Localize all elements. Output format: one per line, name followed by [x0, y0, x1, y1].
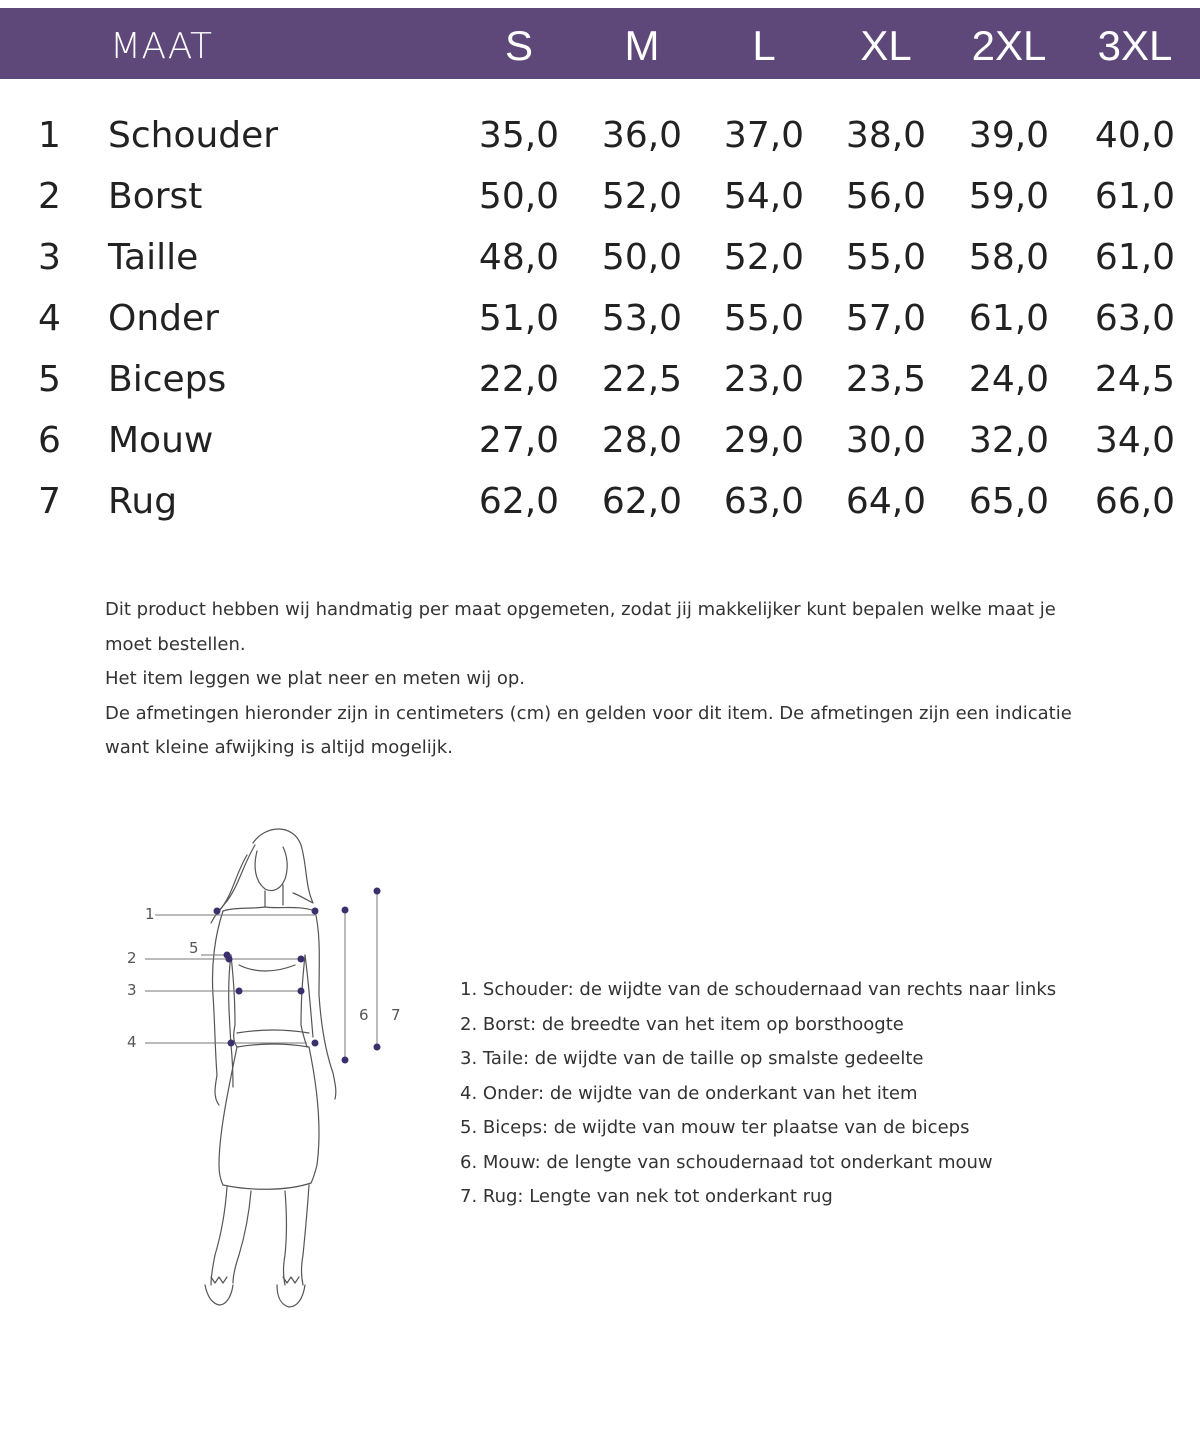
cell-value: 51,0	[478, 298, 560, 339]
size-col-2xl: 2XL	[971, 22, 1047, 69]
cell-value: 48,0	[478, 237, 560, 278]
figure-label-2: 2	[127, 949, 137, 967]
cell-value: 62,0	[601, 481, 683, 522]
legend-item: 3. Taile: de wijdte van de taille op smalste gedeelte	[460, 1048, 924, 1069]
cell-value: 32,0	[968, 420, 1050, 461]
figure-label-3: 3	[127, 981, 137, 999]
figure-label-6: 6	[359, 1006, 369, 1024]
measurement-description	[105, 593, 1105, 766]
cell-value: 64,0	[845, 481, 927, 522]
description-paragraph: Het item leggen we plat neer en meten wij op.	[105, 668, 526, 689]
table-row	[0, 176, 1200, 237]
cell-value: 24,5	[1094, 359, 1176, 400]
cell-value: 23,5	[845, 359, 927, 400]
table-row	[0, 359, 1200, 420]
row-name: Borst	[108, 176, 203, 217]
cell-value: 62,0	[478, 481, 560, 522]
description-paragraph: De afmetingen hieronder zijn in centimeters (cm) en gelden voor dit item. De afmetingen zijn een indicatie want kleine afwijking is altijd mogelijk.	[105, 702, 1072, 758]
table-row	[0, 298, 1200, 359]
row-number: 5	[38, 359, 61, 400]
table-row	[0, 115, 1200, 176]
cell-value: 56,0	[845, 176, 927, 217]
legend-item: 2. Borst: de breedte van het item op borsthoogte	[460, 1013, 904, 1035]
cell-value: 53,0	[601, 298, 683, 339]
cell-value: 59,0	[968, 176, 1050, 217]
size-col-m: M	[624, 22, 660, 69]
cell-value: 35,0	[478, 115, 560, 156]
cell-value: 52,0	[601, 176, 683, 217]
figure-label-4: 4	[127, 1033, 137, 1051]
cell-value: 50,0	[601, 237, 683, 278]
cell-value: 61,0	[1094, 237, 1176, 278]
cell-value: 63,0	[1094, 298, 1176, 339]
cell-value: 37,0	[723, 115, 805, 156]
cell-value: 34,0	[1094, 420, 1176, 461]
cell-value: 52,0	[723, 237, 805, 278]
cell-value: 57,0	[845, 298, 927, 339]
row-number: 7	[38, 481, 61, 522]
row-name: Biceps	[108, 359, 227, 400]
cell-value: 63,0	[723, 481, 805, 522]
size-col-xl: XL	[860, 22, 912, 69]
legend-item: 1. Schouder: de wijdte van de schoudernaad van rechts naar links	[460, 979, 1057, 1000]
cell-value: 22,5	[601, 359, 683, 400]
cell-value: 30,0	[845, 420, 927, 461]
cell-value: 29,0	[723, 420, 805, 461]
row-name: Schouder	[108, 115, 279, 156]
measurement-legend	[460, 973, 1160, 1215]
row-number: 4	[38, 298, 61, 339]
row-name: Taille	[108, 237, 199, 278]
cell-value: 40,0	[1094, 115, 1176, 156]
size-col-3xl: 3XL	[1097, 22, 1173, 69]
cell-value: 24,0	[968, 359, 1050, 400]
cell-value: 65,0	[968, 481, 1050, 522]
row-number: 3	[38, 237, 61, 278]
figure-label-1: 1	[145, 905, 155, 923]
size-col-l: L	[752, 22, 776, 69]
cell-value: 38,0	[845, 115, 927, 156]
figure-label-5: 5	[189, 939, 199, 957]
row-name: Rug	[108, 481, 178, 522]
cell-value: 58,0	[968, 237, 1050, 278]
row-number: 6	[38, 420, 61, 461]
row-name: Onder	[108, 298, 219, 339]
measurement-figure-illustration	[115, 815, 415, 1325]
table-row	[0, 237, 1200, 298]
maat-label: MAAT	[110, 26, 213, 67]
cell-value: 27,0	[478, 420, 560, 461]
legend-item: 6. Mouw: de lengte van schoudernaad tot onderkant mouw	[460, 1151, 993, 1173]
legend-item: 4. Onder: de wijdte van de onderkant van het item	[460, 1082, 918, 1104]
cell-value: 36,0	[601, 115, 683, 156]
size-col-s: S	[504, 22, 533, 69]
figure-label-7: 7	[391, 1006, 401, 1024]
cell-value: 54,0	[723, 176, 805, 217]
cell-value: 50,0	[478, 176, 560, 217]
cell-value: 55,0	[723, 298, 805, 339]
cell-value: 28,0	[601, 420, 683, 461]
row-number: 2	[38, 176, 61, 217]
cell-value: 66,0	[1094, 481, 1176, 522]
legend-item: 5. Biceps: de wijdte van mouw ter plaatse van de biceps	[460, 1117, 970, 1138]
description-paragraph: Dit product hebben wij handmatig per maat opgemeten, zodat jij makkelijker kunt bepalen welke maat je moet bestellen.	[105, 599, 1056, 655]
row-name: Mouw	[108, 420, 214, 461]
cell-value: 22,0	[478, 359, 560, 400]
cell-value: 23,0	[723, 359, 805, 400]
cell-value: 61,0	[1094, 176, 1176, 217]
woman-figure-drawing	[115, 815, 415, 1325]
legend-item: 7. Rug: Lengte van nek tot onderkant rug	[460, 1186, 833, 1207]
row-number: 1	[38, 115, 61, 156]
cell-value: 55,0	[845, 237, 927, 278]
cell-value: 61,0	[968, 298, 1050, 339]
size-header-bar	[0, 8, 1200, 79]
cell-value: 39,0	[968, 115, 1050, 156]
table-row	[0, 420, 1200, 481]
table-row	[0, 481, 1200, 542]
